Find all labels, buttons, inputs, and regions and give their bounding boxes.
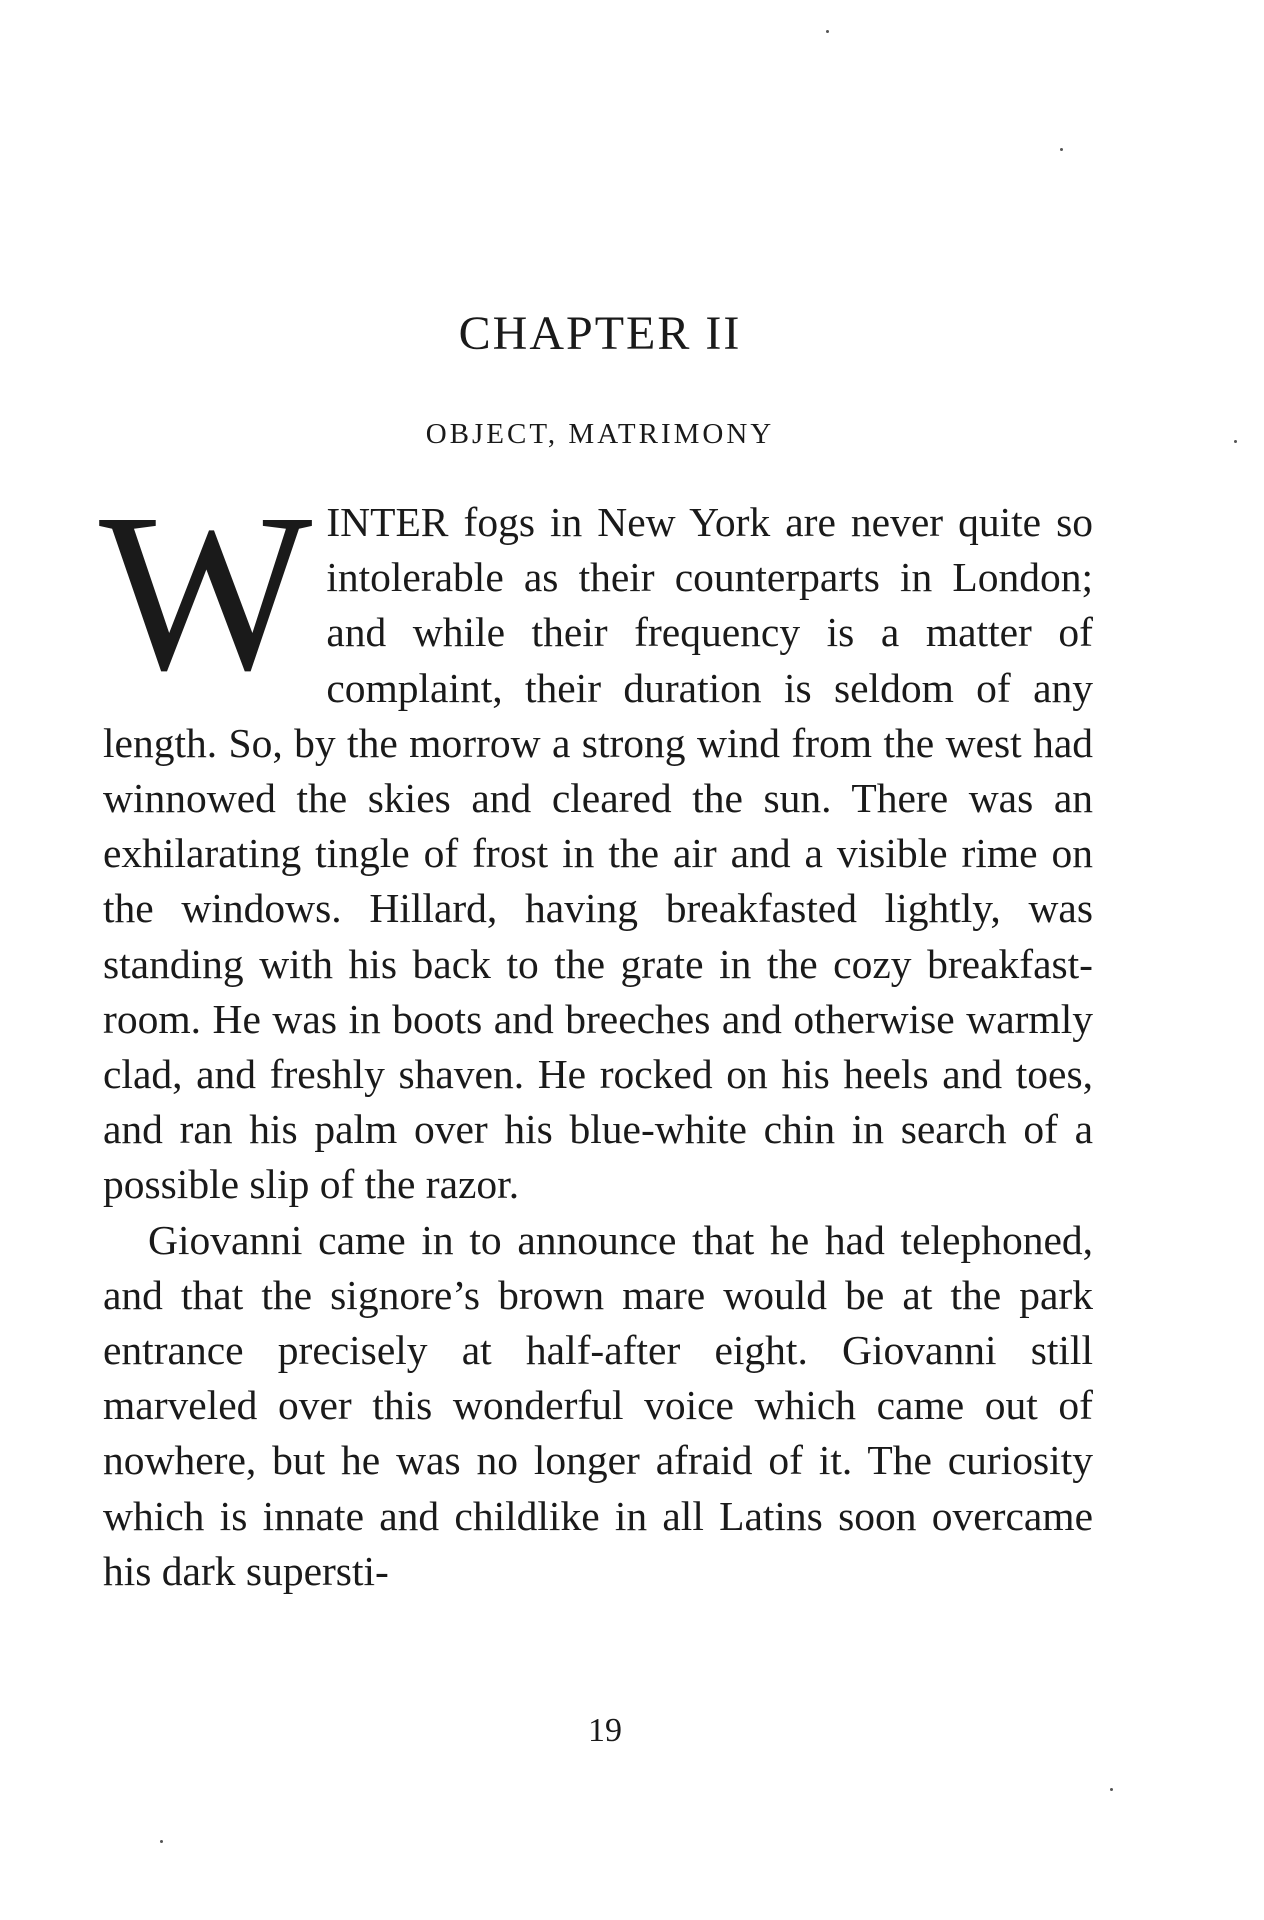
chapter-number: CHAPTER II bbox=[458, 307, 742, 360]
scan-speck bbox=[1110, 1788, 1113, 1791]
paragraph-1-text: INTER fogs in New York are never quite so intolerable as their counterparts in London; and while their frequency is a matter of complaint, their duration is seldom of any length. So, by the morrow a strong wind from the west had winnowed the skies and cleared the sun. There was an exhilarating tingle of frost in the air and a visible rime on the windows. Hillard, having breakfasted lightly, was standing with his back to the grate in the cozy breakfast-room. He was in boots and breeches and otherwise warmly clad, and freshly shaven. He rocked on his heels and toes, and ran his palm over his blue-white chin in search of a possible slip of the razor. bbox=[103, 499, 1093, 1208]
chapter-body bbox=[99, 467, 1093, 1599]
scan-speck bbox=[1060, 148, 1063, 151]
chapter-title: OBJECT, MATRIMONY bbox=[425, 418, 775, 450]
paragraph-2: Giovanni came in to announce that he had telephoned, and that the signore’s brown mare would be at the park entrance precisely at half-after eight. Giovanni still marveled over this wonderful voice which came out of nowhere, but he was no longer afraid of it. The curiosity which is innate and childlike in all Latins soon overcame his dark supersti- bbox=[103, 1216, 1093, 1594]
scan-speck bbox=[826, 30, 829, 33]
paragraph-1 bbox=[99, 467, 1093, 1213]
scan-speck bbox=[1234, 440, 1237, 443]
page-number: 19 bbox=[588, 1712, 622, 1749]
drop-cap: W bbox=[99, 467, 313, 717]
scan-speck bbox=[160, 1840, 163, 1843]
